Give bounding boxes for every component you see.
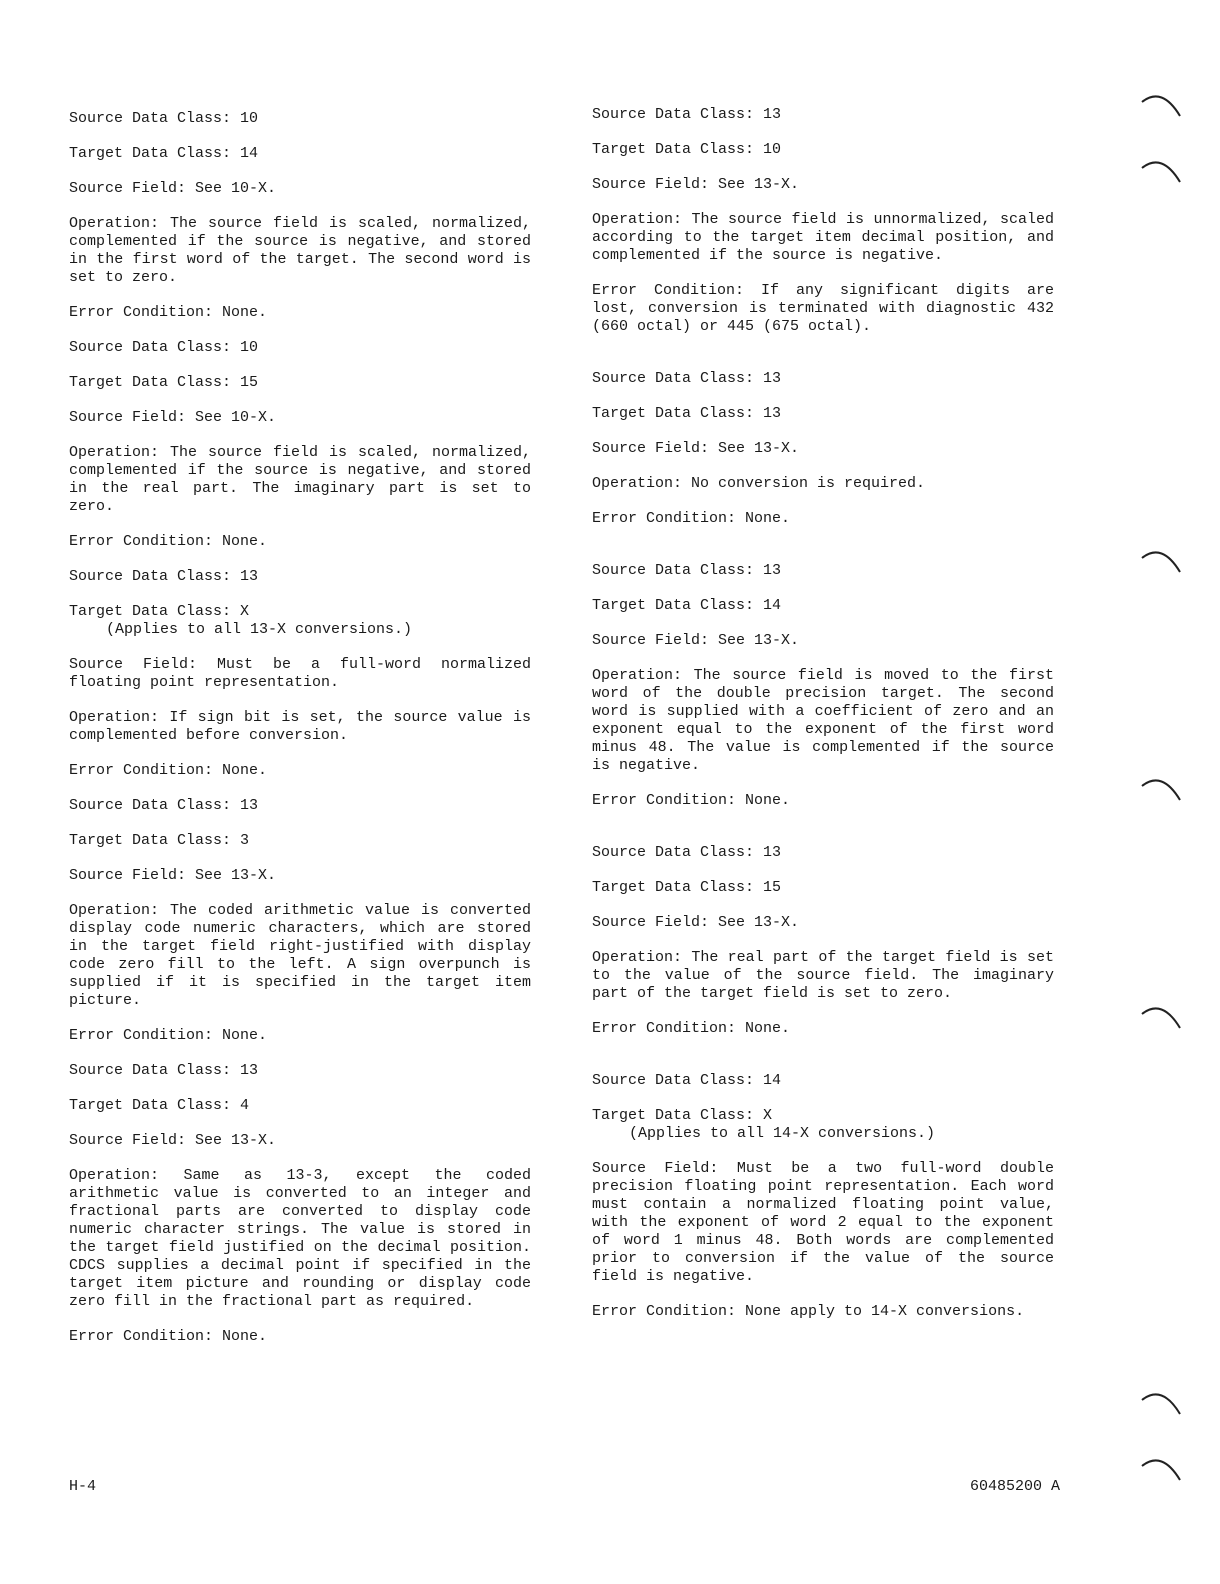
binder-hole-icon bbox=[1140, 544, 1184, 580]
operation-text: Operation: The source field is moved to the first word of the double precision target. The second word is supplied with a coefficient of zero and an exponent equal to the exponent of the first word minus 48. The value is complemented if the source is negative. bbox=[592, 667, 1054, 774]
operation-text: Operation: The source field is unnormalized, scaled according to the target item decimal position, and complemented if the source is negative. bbox=[592, 211, 1054, 264]
error-condition bbox=[592, 282, 1054, 336]
conversion-entry bbox=[69, 568, 531, 780]
source-field bbox=[69, 867, 531, 885]
error-condition bbox=[592, 510, 1054, 528]
source-field-text: Source Field: See 13-X. bbox=[592, 176, 800, 193]
source-data-class bbox=[592, 370, 1054, 388]
target-data-class-text: Target Data Class: 15 bbox=[69, 374, 259, 391]
target-data-class bbox=[69, 145, 531, 163]
source-field-text: Source Field: See 10-X. bbox=[69, 409, 277, 426]
source-field bbox=[592, 914, 1054, 932]
operation-text: Operation: If sign bit is set, the source value is complemented before conversion. bbox=[69, 709, 531, 744]
error-condition bbox=[69, 1328, 531, 1346]
source-field bbox=[592, 440, 1054, 458]
source-data-class-text: Source Data Class: 10 bbox=[69, 110, 259, 127]
error-condition bbox=[592, 1303, 1054, 1321]
target-data-class-text: Target Data Class: 3 bbox=[69, 832, 250, 849]
source-field-text: Source Field: See 13-X. bbox=[69, 867, 277, 884]
operation bbox=[592, 667, 1054, 775]
source-field bbox=[592, 1160, 1054, 1286]
error-condition-text: Error Condition: None. bbox=[592, 792, 791, 809]
binder-hole-icon bbox=[1140, 88, 1184, 124]
source-data-class-text: Source Data Class: 13 bbox=[69, 568, 259, 585]
conversion-entry bbox=[592, 1055, 1054, 1321]
target-data-class-text: Target Data Class: 14 bbox=[592, 597, 782, 614]
operation bbox=[69, 902, 531, 1010]
page-number: H-4 bbox=[69, 1478, 97, 1495]
conversion-entry bbox=[69, 1062, 531, 1346]
binder-hole-icon bbox=[1140, 154, 1184, 190]
operation-text: Operation: No conversion is required. bbox=[592, 475, 926, 492]
source-data-class-text: Source Data Class: 13 bbox=[592, 844, 782, 861]
error-condition-text: Error Condition: None. bbox=[69, 1328, 268, 1345]
binder-hole-icon bbox=[1140, 1452, 1184, 1488]
operation bbox=[592, 211, 1054, 265]
target-data-class bbox=[69, 374, 531, 392]
source-data-class-text: Source Data Class: 13 bbox=[69, 797, 259, 814]
left-column bbox=[69, 110, 531, 1363]
target-data-class-text: Target Data Class: 10 bbox=[592, 141, 782, 158]
document-number: 60485200 A bbox=[970, 1478, 1061, 1495]
source-field bbox=[592, 632, 1054, 650]
source-data-class-text: Source Data Class: 10 bbox=[69, 339, 259, 356]
source-data-class bbox=[69, 568, 531, 586]
entry-spacer bbox=[592, 353, 1054, 370]
source-data-class-text: Source Data Class: 13 bbox=[592, 562, 782, 579]
operation-text: Operation: The coded arithmetic value is converted display code numeric characters, which are stored in the target field right-justified with display code zero fill to the left. A sign overpunch is supplied if it is specified in the target item picture. bbox=[69, 902, 531, 1009]
source-data-class-text: Source Data Class: 14 bbox=[592, 1072, 782, 1089]
conversion-entry bbox=[69, 110, 531, 322]
conversion-entry bbox=[592, 827, 1054, 1038]
source-data-class-text: Source Data Class: 13 bbox=[592, 106, 782, 123]
source-field-text: Source Field: See 13-X. bbox=[592, 440, 800, 457]
error-condition-text: Error Condition: None. bbox=[592, 510, 791, 527]
source-data-class bbox=[592, 1072, 1054, 1090]
target-data-class bbox=[69, 603, 531, 639]
source-data-class bbox=[592, 562, 1054, 580]
source-data-class-text: Source Data Class: 13 bbox=[592, 370, 782, 387]
source-data-class bbox=[69, 110, 531, 128]
source-data-class bbox=[592, 106, 1054, 124]
binder-hole-icon bbox=[1140, 1386, 1184, 1422]
error-condition-text: Error Condition: If any significant digits are lost, conversion is terminated with diagnostic 432 (660 octal) or 445 (675 octal). bbox=[592, 282, 1054, 335]
error-condition-text: Error Condition: None. bbox=[69, 762, 268, 779]
target-data-class bbox=[69, 832, 531, 850]
target-data-class bbox=[592, 141, 1054, 159]
source-data-class-text: Source Data Class: 13 bbox=[69, 1062, 259, 1079]
source-field bbox=[592, 176, 1054, 194]
target-data-class-text: Target Data Class: X bbox=[69, 603, 250, 620]
source-data-class bbox=[69, 797, 531, 815]
right-column bbox=[592, 106, 1054, 1338]
binder-hole-icon bbox=[1140, 772, 1184, 808]
operation bbox=[592, 475, 1054, 493]
operation bbox=[69, 709, 531, 745]
error-condition-text: Error Condition: None. bbox=[69, 533, 268, 550]
error-condition bbox=[69, 762, 531, 780]
target-data-class-note: (Applies to all 14-X conversions.) bbox=[629, 1125, 936, 1142]
target-data-class-text: Target Data Class: 4 bbox=[69, 1097, 250, 1114]
error-condition-text: Error Condition: None apply to 14-X conversions. bbox=[592, 1303, 1025, 1320]
source-data-class bbox=[69, 339, 531, 357]
target-data-class-text: Target Data Class: 13 bbox=[592, 405, 782, 422]
target-data-class bbox=[69, 1097, 531, 1115]
source-field bbox=[69, 180, 531, 198]
error-condition bbox=[69, 304, 531, 322]
target-data-class bbox=[592, 405, 1054, 423]
entry-spacer bbox=[592, 1055, 1054, 1072]
error-condition bbox=[69, 1027, 531, 1045]
operation-text: Operation: The real part of the target field is set to the value of the source field. The imaginary part of the target field is set to zero. bbox=[592, 949, 1054, 1002]
source-field-text: Source Field: Must be a full-word normalized floating point representation. bbox=[69, 656, 531, 691]
conversion-entry bbox=[592, 353, 1054, 528]
entry-spacer bbox=[592, 545, 1054, 562]
operation-text: Operation: Same as 13-3, except the coded arithmetic value is converted to an integer and fractional parts are converted to display code numeric character strings. The value is stored in the target field justified on the decimal position. CDCS supplies a decimal point if specified in the target item picture and rounding or display code zero fill in the fractional part as required. bbox=[69, 1167, 531, 1310]
operation-text: Operation: The source field is scaled, normalized, complemented if the source is negative, and stored in the first word of the target. The second word is set to zero. bbox=[69, 215, 531, 286]
target-data-class bbox=[592, 1107, 1054, 1143]
error-condition bbox=[69, 533, 531, 551]
target-data-class bbox=[592, 879, 1054, 897]
operation bbox=[592, 949, 1054, 1003]
entry-spacer bbox=[592, 827, 1054, 844]
operation bbox=[69, 215, 531, 287]
error-condition-text: Error Condition: None. bbox=[69, 1027, 268, 1044]
conversion-entry bbox=[592, 545, 1054, 810]
error-condition-text: Error Condition: None. bbox=[69, 304, 268, 321]
conversion-entry bbox=[69, 797, 531, 1045]
source-field-text: Source Field: See 13-X. bbox=[69, 1132, 277, 1149]
error-condition-text: Error Condition: None. bbox=[592, 1020, 791, 1037]
source-field bbox=[69, 656, 531, 692]
operation bbox=[69, 1167, 531, 1311]
target-data-class-text: Target Data Class: 14 bbox=[69, 145, 259, 162]
conversion-entry bbox=[592, 106, 1054, 336]
target-data-class-text: Target Data Class: 15 bbox=[592, 879, 782, 896]
operation bbox=[69, 444, 531, 516]
source-field-text: Source Field: See 10-X. bbox=[69, 180, 277, 197]
source-field-text: Source Field: See 13-X. bbox=[592, 914, 800, 931]
binder-hole-icon bbox=[1140, 1000, 1184, 1036]
target-data-class-text: Target Data Class: X bbox=[592, 1107, 773, 1124]
target-data-class bbox=[592, 597, 1054, 615]
error-condition bbox=[592, 1020, 1054, 1038]
error-condition bbox=[592, 792, 1054, 810]
operation-text: Operation: The source field is scaled, normalized, complemented if the source is negative, and stored in the real part. The imaginary part is set to zero. bbox=[69, 444, 531, 515]
source-field-text: Source Field: Must be a two full-word double precision floating point representation. Each word must contain a normalized floating point value, with the exponent of word 2 equal to the exponent of word 1 minus 48. Both words are complemented prior to conversion if the value of the source field is negative. bbox=[592, 1160, 1054, 1285]
source-data-class bbox=[69, 1062, 531, 1080]
source-data-class bbox=[592, 844, 1054, 862]
source-field-text: Source Field: See 13-X. bbox=[592, 632, 800, 649]
target-data-class-note: (Applies to all 13-X conversions.) bbox=[106, 621, 413, 638]
source-field bbox=[69, 409, 531, 427]
conversion-entry bbox=[69, 339, 531, 551]
source-field bbox=[69, 1132, 531, 1150]
